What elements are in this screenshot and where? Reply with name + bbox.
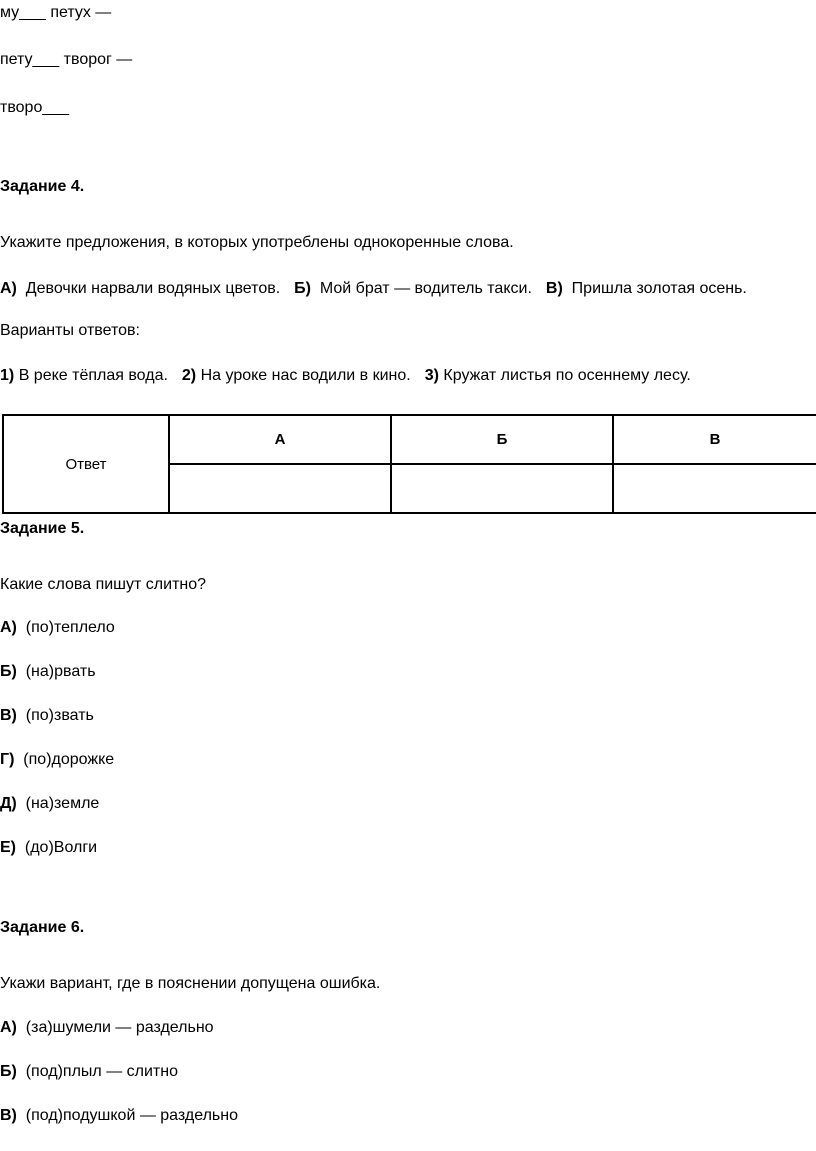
- task5-option-v: [0, 706, 94, 726]
- task4-heading: Задание 4.: [0, 178, 85, 195]
- option-text: (на)рвать: [25, 663, 96, 680]
- option-key: В): [545, 280, 563, 297]
- task5-option-b: [0, 662, 96, 682]
- option-key: А): [0, 619, 17, 636]
- task5-heading: Задание 5.: [0, 520, 85, 537]
- option-text: (до)Волги: [24, 839, 98, 856]
- option-key: Д): [0, 795, 17, 812]
- task6-heading: Задание 6.: [0, 919, 85, 936]
- option-key: Б): [294, 280, 311, 297]
- column-header-b: Б: [391, 415, 613, 464]
- task6-option-v: [0, 1106, 238, 1126]
- option-key: Е): [0, 839, 16, 856]
- answer-table: [2, 414, 816, 514]
- option-key: В): [0, 707, 17, 724]
- answer-key: 3): [424, 367, 439, 384]
- option-key: Г): [0, 751, 15, 768]
- option-text: (под)плыл — слитно: [25, 1063, 178, 1080]
- answer-cell-b[interactable]: [391, 464, 613, 513]
- task4-variants-label: Варианты ответов:: [0, 322, 140, 339]
- column-header-v: В: [613, 415, 816, 464]
- task5-option-a: [0, 618, 115, 638]
- fill-line-3: творо___: [0, 99, 70, 116]
- option-key: В): [0, 1107, 17, 1124]
- task5-option-d: [0, 794, 99, 814]
- option-key: А): [0, 1019, 17, 1036]
- option-text: Пришла золотая осень.: [571, 280, 747, 297]
- answer-cell-a[interactable]: [169, 464, 391, 513]
- task4-answers: [0, 366, 691, 386]
- option-key: Б): [0, 663, 17, 680]
- answer-key: 2): [181, 367, 197, 384]
- task6-option-a: [0, 1018, 214, 1038]
- option-text: (по)дорожке: [23, 751, 115, 768]
- option-text: (под)подушкой — раздельно: [25, 1107, 238, 1124]
- option-text: (за)шумели — раздельно: [25, 1019, 214, 1036]
- task6-instruction: Укажи вариант, где в пояснении допущена ошибка.: [0, 975, 381, 992]
- answer-text: На уроке нас водили в кино.: [200, 367, 411, 384]
- task5-option-e: [0, 838, 97, 858]
- answer-text: Кружат листья по осеннему лесу.: [443, 367, 691, 384]
- task6-option-b: [0, 1062, 178, 1082]
- option-text: Девочки нарвали водяных цветов.: [25, 280, 281, 297]
- task5-instruction: Какие слова пишут слитно?: [0, 576, 207, 593]
- answer-key: 1): [0, 367, 15, 384]
- answer-cell-v[interactable]: [613, 464, 816, 513]
- column-header-a: А: [169, 415, 391, 464]
- option-text: (на)земле: [25, 795, 100, 812]
- task5-option-g: [0, 750, 114, 770]
- fill-line-2: пету___ творог —: [0, 51, 133, 68]
- task4-options: [0, 279, 747, 299]
- task4-instruction: Укажите предложения, в которых употреблены однокоренные слова.: [0, 234, 514, 251]
- option-text: Мой брат — водитель такси.: [319, 280, 532, 297]
- option-key: Б): [0, 1063, 17, 1080]
- fill-line-1: му___ петух —: [0, 4, 112, 21]
- option-key: А): [0, 280, 17, 297]
- answer-row-label: Ответ: [3, 415, 169, 513]
- option-text: (по)теплело: [25, 619, 115, 636]
- answer-text: В реке тёплая вода.: [18, 367, 168, 384]
- option-text: (по)звать: [25, 707, 94, 724]
